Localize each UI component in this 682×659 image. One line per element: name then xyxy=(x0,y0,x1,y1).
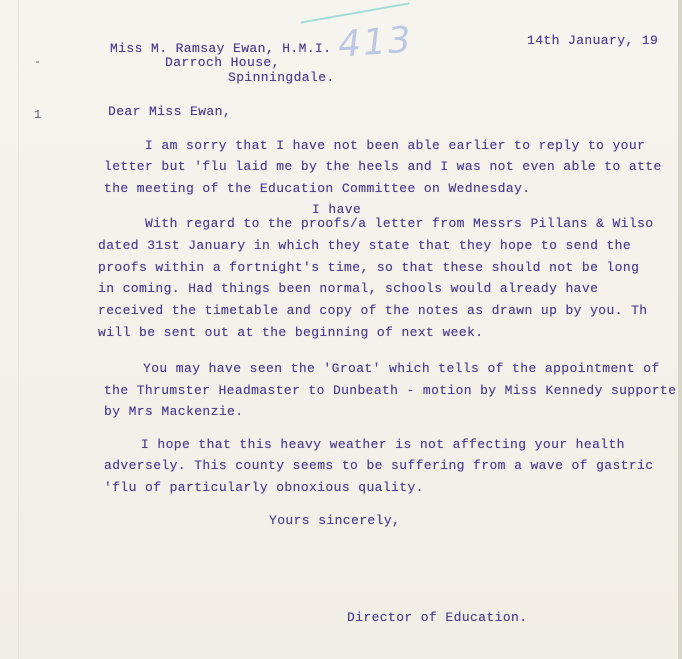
margin-mark-one: 1 xyxy=(34,108,42,122)
paragraph2-line4: in coming. Had things been normal, schools would already have xyxy=(98,281,599,296)
handwritten-annotation: 413 xyxy=(336,19,415,66)
paragraph2-line1: With regard to the proofs/a letter from Messrs Pillans & Wilso xyxy=(145,216,654,231)
insertion-i-have: I have xyxy=(312,202,362,217)
paragraph2-line5: received the timetable and copy of the notes as drawn up by you. Th xyxy=(98,303,648,318)
salutation: Dear Miss Ewan, xyxy=(108,104,232,119)
letter-date: 14th January, 19 xyxy=(527,33,659,48)
paragraph4-line1: I hope that this heavy weather is not affecting your health xyxy=(141,437,625,452)
paragraph4-line3: 'flu of particularly obnoxious quality. xyxy=(104,480,424,495)
paragraph1-line3: the meeting of the Education Committee on Wednesday. xyxy=(104,181,531,196)
recipient-name: Miss M. Ramsay Ewan, H.M.I. xyxy=(110,41,332,56)
paragraph2-line2: dated 31st January in which they state that they hope to send the xyxy=(98,238,632,253)
paragraph1-line2: letter but 'flu laid me by the heels and I was not even able to atte xyxy=(104,159,662,174)
margin-line xyxy=(18,0,19,659)
paragraph4-line2: adversely. This county seems to be suffering from a wave of gastric xyxy=(104,458,654,473)
page-edge xyxy=(678,0,682,659)
recipient-address-line2: Spinningdale. xyxy=(228,70,335,85)
paragraph2-line3: proofs within a fortnight's time, so that these should not be long xyxy=(98,260,640,275)
paragraph1-line1: I am sorry that I have not been able earlier to reply to your xyxy=(145,138,646,153)
paragraph3-line3: by Mrs Mackenzie. xyxy=(104,404,244,419)
recipient-address-line1: Darroch House, xyxy=(165,55,280,70)
paragraph3-line1: You may have seen the 'Groat' which tells of the appointment of xyxy=(143,361,660,376)
signature-title: Director of Education. xyxy=(347,610,528,625)
paragraph3-line2: the Thrumster Headmaster to Dunbeath - motion by Miss Kennedy supporte xyxy=(104,383,677,398)
closing: Yours sincerely, xyxy=(269,513,401,528)
paragraph2-line6: will be sent out at the beginning of next week. xyxy=(98,325,484,340)
margin-mark-dash: - xyxy=(34,55,42,69)
